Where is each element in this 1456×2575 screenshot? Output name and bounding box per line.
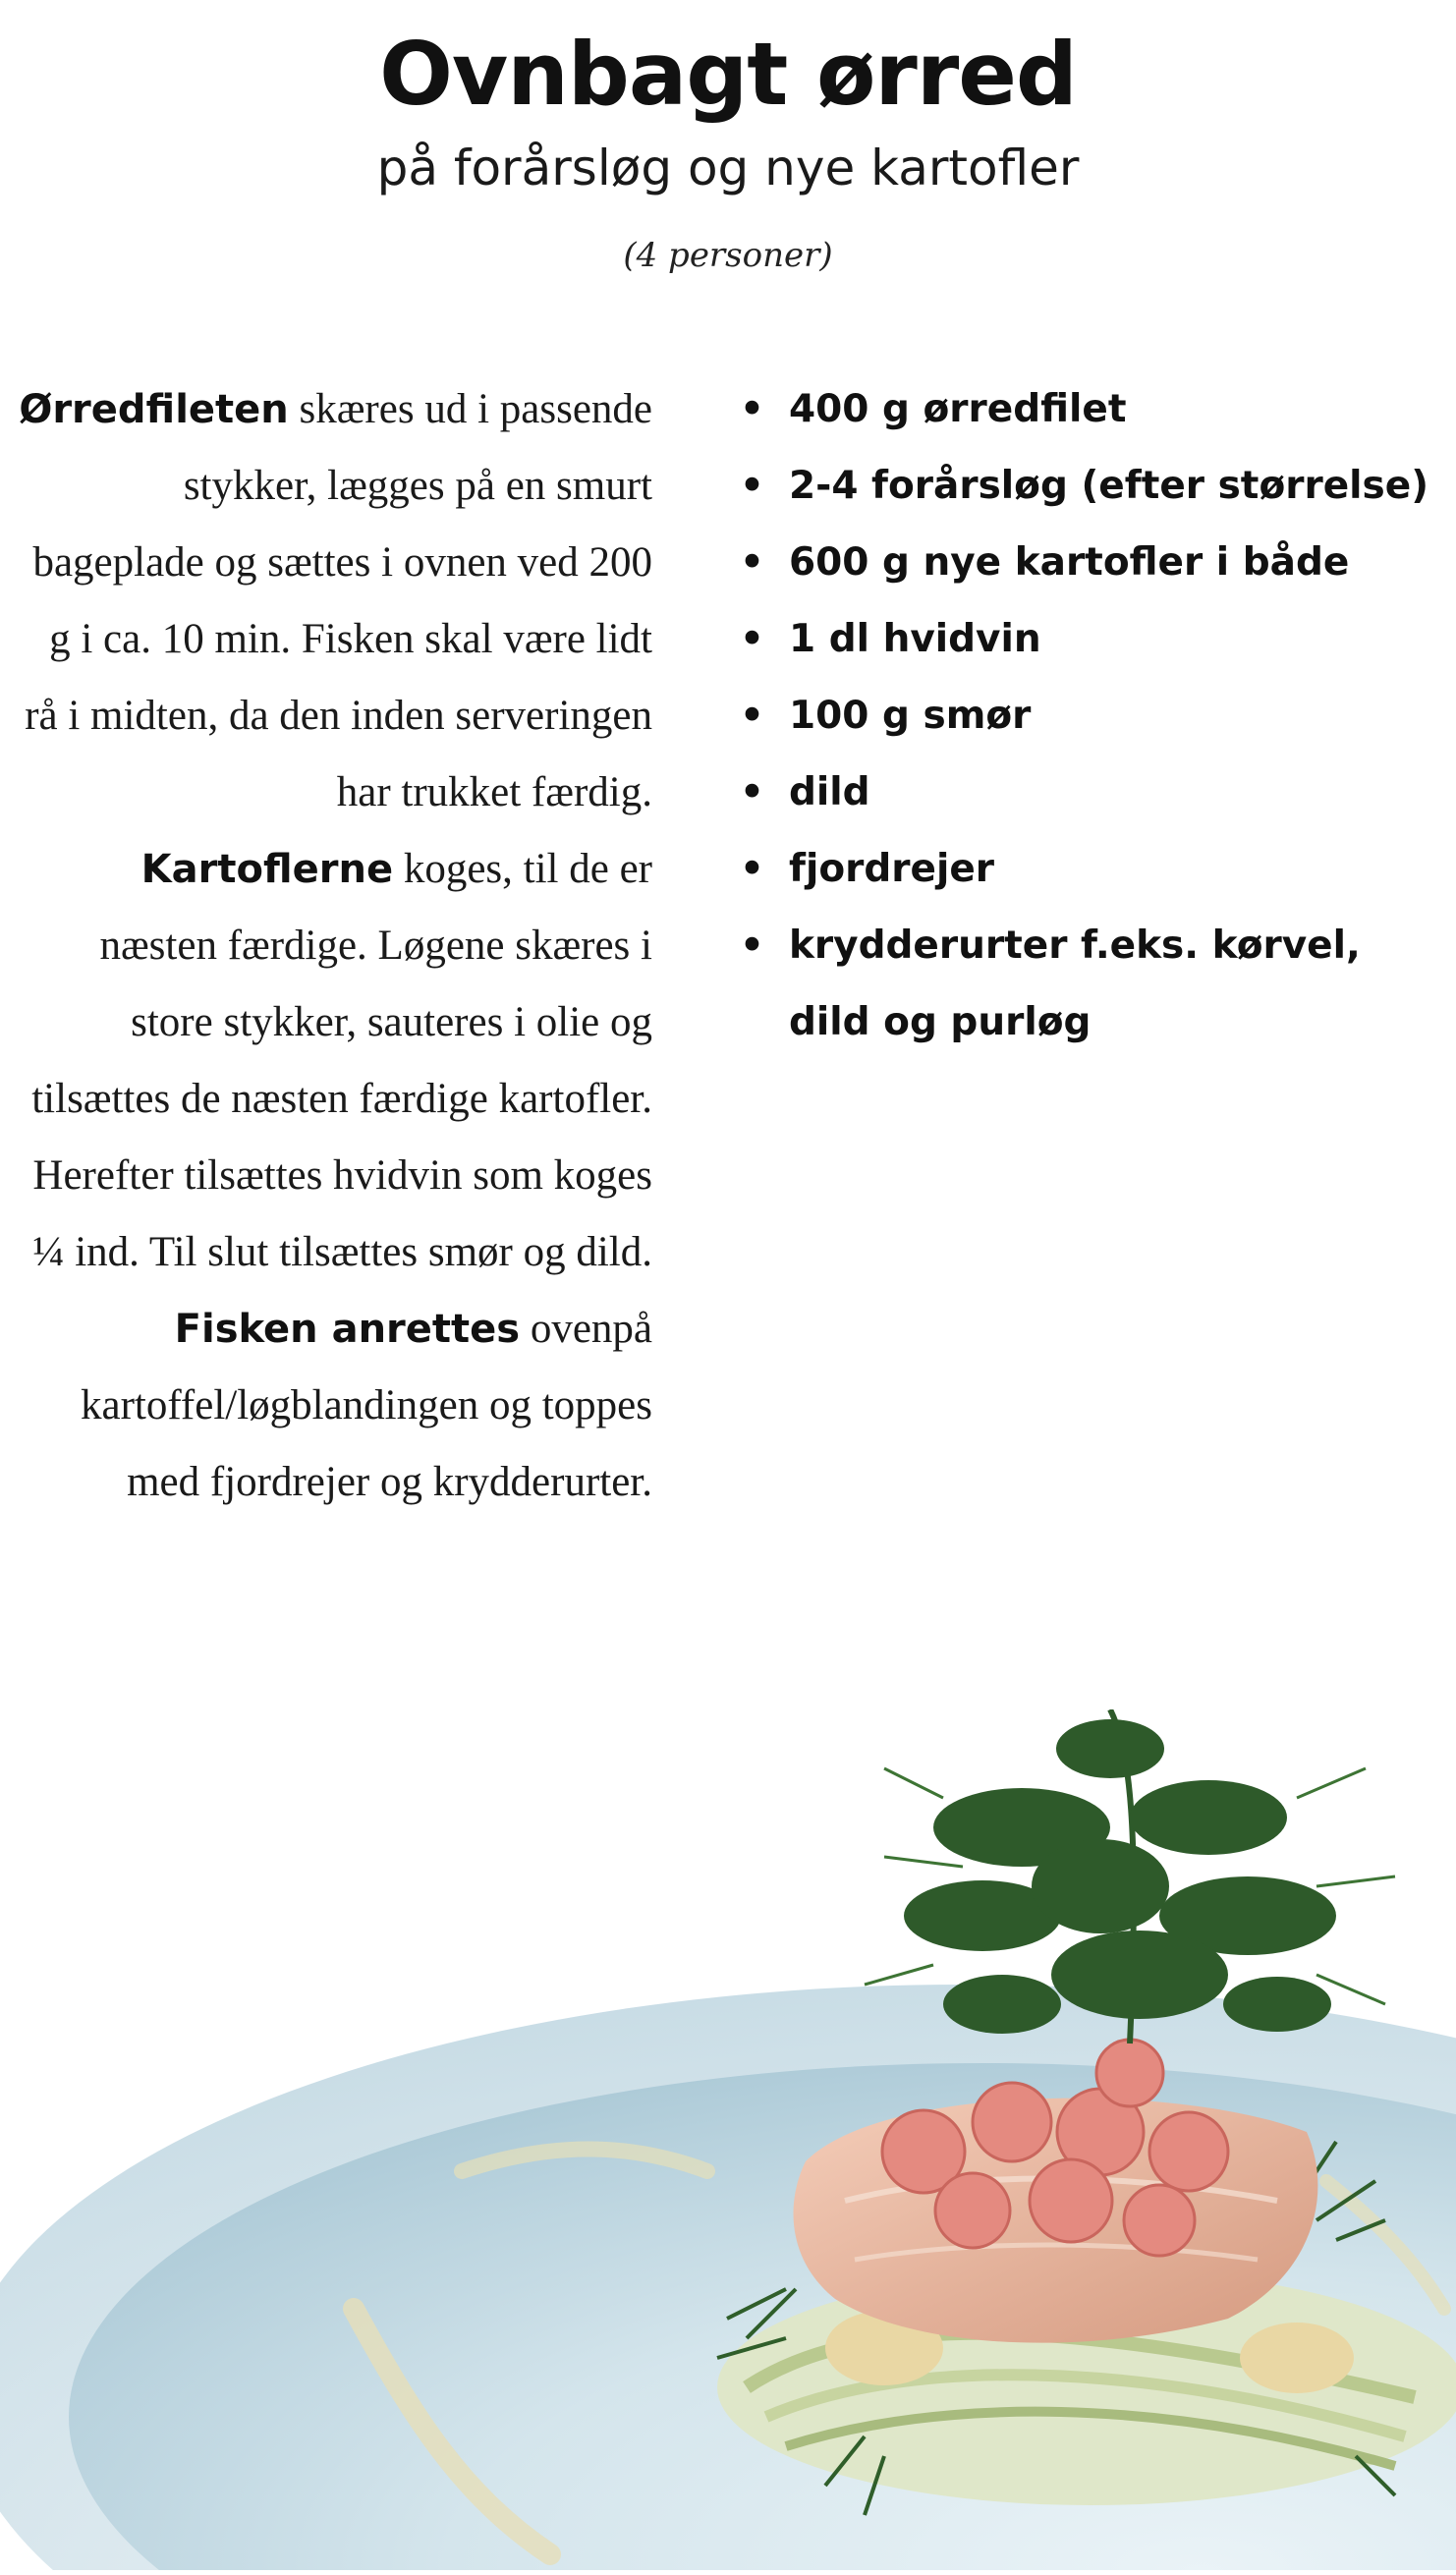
method-lead-3: Fisken anrettes (174, 1307, 521, 1352)
shrimp (1096, 2040, 1163, 2106)
bullet-icon: • (740, 924, 764, 968)
plated-trout-illustration (0, 1709, 1456, 2570)
bullet-icon: • (740, 694, 764, 738)
ingredient-list (732, 371, 1439, 1061)
bullet-icon: • (740, 770, 764, 814)
ingredient-item: • 400 g ørredfilet (732, 371, 1439, 448)
dish-photo (0, 1709, 1456, 2570)
method-text-1: skæres ud i passende stykker, lægges på en smurt bageplade og sættes i ovnen ved 200 g i ca. 10 min. Fisken skal være lidt rå i midten, da den inden serveringen har trukket færdig. (25, 386, 652, 815)
method-text-2: koges, til de er næsten færdige. Løgene skæres i store stykker, sauteres i olie og tilsættes de næsten færdige kartofler. Herefter tilsættes hvidvin som koges ¼ ind. Til slut tilsættes smør og dild. (31, 846, 652, 1275)
method-text (14, 371, 652, 1521)
ingredient-item: • krydderurter f.eks. kørvel, dild og purløg (732, 908, 1439, 1061)
shrimp (1124, 2185, 1195, 2256)
method-lead-2: Kartoflerne (140, 847, 394, 892)
shrimp (935, 2173, 1010, 2248)
shrimp (1030, 2159, 1112, 2242)
bullet-icon: • (740, 464, 764, 508)
ingredient-item: • 2-4 forårsløg (efter størrelse) (732, 448, 1439, 525)
method-text-3: ovenpå kartoffel/løgblandingen og toppes med fjordrejer og krydderurter. (81, 1306, 652, 1505)
shrimp (1149, 2112, 1228, 2191)
bullet-icon: • (740, 387, 764, 431)
method-lead-1: Ørredfileten (19, 387, 289, 432)
bullet-icon: • (740, 847, 764, 891)
recipe-title: Ovnbagt ørred (379, 24, 1077, 125)
ingredient-item: • 600 g nye kartofler i både (732, 525, 1439, 601)
bullet-icon: • (740, 540, 764, 585)
ingredient-item: • 1 dl hvidvin (732, 601, 1439, 678)
shrimp (973, 2083, 1051, 2161)
ingredient-item: • fjordrejer (732, 831, 1439, 908)
ingredient-item: • 100 g smør (732, 678, 1439, 755)
bullet-icon: • (740, 617, 764, 661)
ingredient-item: • dild (732, 755, 1439, 831)
recipe-subtitle: på forårsløg og nye kartofler (376, 140, 1080, 196)
servings-note: (4 personer) (623, 236, 833, 275)
